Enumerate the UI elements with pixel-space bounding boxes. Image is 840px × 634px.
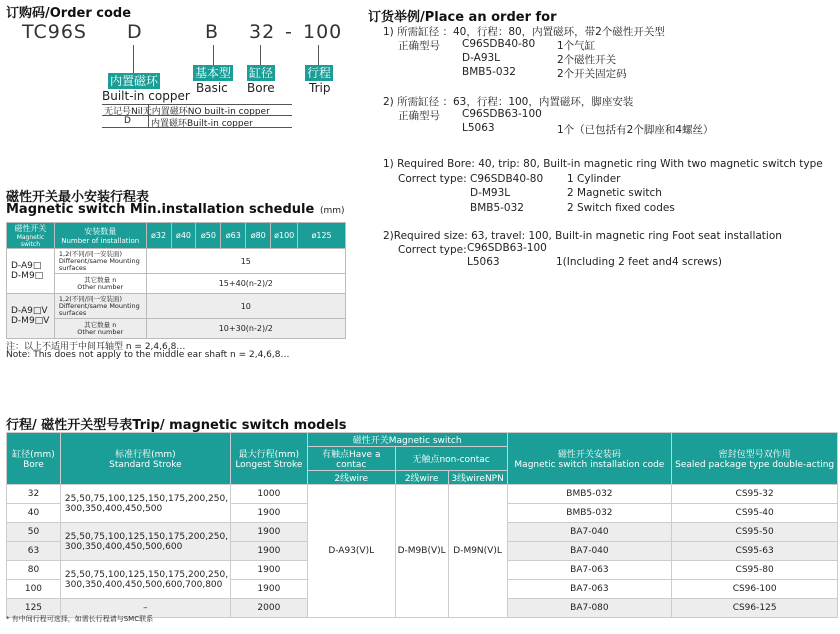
trip-max: 1000: [230, 485, 307, 504]
trip-h-3wire: 3线wireNPN: [448, 471, 507, 485]
trip-seal: CS96-100: [672, 580, 838, 599]
min-g2-switch: D-A9□V D-M9□V: [7, 294, 55, 339]
cn2-label: 正确型号: [398, 110, 440, 122]
trip-seal: CS95-32: [672, 485, 838, 504]
cn1-line: 1) 所需缸径 ：40，行程：80，内置磁环，带2个磁性开关型: [383, 26, 665, 38]
trip-install: BA7-063: [507, 580, 672, 599]
trip-en: Trip: [309, 81, 331, 95]
trip-tag: 行程: [307, 66, 332, 80]
bore-tag: 缸径: [249, 66, 274, 80]
code-bore: 32: [249, 21, 276, 43]
code-dash: -: [285, 21, 293, 43]
trip-table-title: 行程/ 磁性开关型号表Trip/ magnetic switch models: [6, 418, 347, 433]
cn1-model1: C96SDB40-80: [462, 38, 536, 50]
trip-seal: CS95-40: [672, 504, 838, 523]
option-d-desc: 内置磁环Built-in copper: [151, 119, 253, 129]
min-note-en: Note: This does not apply to the middle ear shaft n = 2,4,6,8…: [6, 350, 290, 360]
trip-bore: 125: [7, 599, 61, 618]
trip-seal: CS95-80: [672, 561, 838, 580]
en1-desc3: 2 Switch fixed codes: [567, 202, 675, 214]
min-g1-r2-value: 15+40(n-2)/2: [146, 274, 345, 294]
leader-line: [133, 45, 134, 73]
cn1-model2: D-A93L: [462, 52, 501, 64]
en1-model3: BMB5-032: [470, 202, 524, 214]
en2-model1: C96SDB63-100: [467, 242, 547, 254]
trip-install: BA7-080: [507, 599, 672, 618]
trip-bore: 32: [7, 485, 61, 504]
trip-max: 1900: [230, 580, 307, 599]
min-h-count: 安装数量 Number of installation: [54, 223, 146, 249]
min-h-switch: 磁性开关 Magnetic switch: [7, 223, 55, 249]
min-g1-r1-label: 1,2(不同/同一安装面) Different/same Mounting surfaces: [54, 249, 146, 274]
min-g2-r2-value: 10+30(n-2)/2: [146, 319, 345, 339]
trip-max: 1900: [230, 523, 307, 542]
min-h-bore: ø63: [221, 223, 246, 249]
cn2-line: 2) 所需缸径 ：63，行程：100，内置磁环，脚座安装: [383, 96, 634, 108]
cn2-model1: C96SDB63-100: [462, 108, 542, 120]
code-series: TC96S: [22, 21, 87, 43]
trip-h-contact: 有触点Have a contac: [307, 447, 395, 471]
trip-std: –: [60, 599, 230, 618]
trip-max: 1900: [230, 561, 307, 580]
option-divider: [102, 127, 292, 128]
min-h-bore: ø40: [171, 223, 196, 249]
trip-switch-c: D-M9N(V)L: [448, 485, 507, 618]
trip-std: 25,50,75,100,125,150,175,200,250, 300,350,400,450,500,600: [60, 523, 230, 561]
cn1-desc2: 2个磁性开关: [557, 54, 617, 66]
min-g1-r2-label: 其它数量 n Other number: [54, 274, 146, 294]
trip-h-bore: 缸径(mm) Bore: [7, 433, 61, 485]
trip-install: BA7-040: [507, 523, 672, 542]
min-row: [7, 274, 346, 294]
en1-line: 1) Required Bore: 40, trip: 80, Built-in magnetic ring With two magnetic switch type: [383, 158, 823, 170]
trip-h-std: 标准行程(mm) Standard Stroke: [60, 433, 230, 485]
en2-line: 2)Required size: 63, travel: 100, Built-in magnetic ring Foot seat installation: [383, 230, 782, 242]
option-nil: 无记号Nil无内置磁环NO built-in copper: [104, 107, 270, 117]
trip-switch-b: D-M9B(V)L: [395, 485, 448, 618]
code-builtin: D: [127, 21, 143, 43]
trip-table: [6, 432, 838, 618]
trip-seal: CS95-50: [672, 523, 838, 542]
min-row: [7, 319, 346, 339]
cn1-desc3: 2个开关固定码: [557, 68, 627, 80]
trip-install: BA7-040: [507, 542, 672, 561]
trip-h-noncontact: 无触点non-contac: [395, 447, 507, 471]
min-h-bore: ø32: [146, 223, 171, 249]
min-h-bore: ø125: [298, 223, 346, 249]
min-g1-switch: D-A9□ D-M9□: [7, 249, 55, 294]
trip-install: BA7-063: [507, 561, 672, 580]
en1-model2: D-M93L: [470, 187, 511, 199]
min-row: [7, 294, 346, 319]
leader-line: [260, 45, 261, 65]
min-h-bore: ø80: [246, 223, 271, 249]
trip-bore: 100: [7, 580, 61, 599]
trip-h-max: 最大行程(mm) Longest Stroke: [230, 433, 307, 485]
min-g1-r1-value: 15: [146, 249, 345, 274]
min-h-bore: ø100: [271, 223, 298, 249]
min-schedule-unit: (mm): [320, 206, 345, 216]
bore-en: Bore: [247, 81, 275, 95]
min-g2-r2-label: 其它数量 n Other number: [54, 319, 146, 339]
trip-max: 1900: [230, 542, 307, 561]
trip-seal: CS95-63: [672, 542, 838, 561]
trip-h-switch: 磁性开关Magnetic switch: [307, 433, 507, 447]
trip-install: BMB5-032: [507, 504, 672, 523]
trip-max: 1900: [230, 504, 307, 523]
code-type: B: [205, 21, 220, 43]
min-note-cn: 注：以上不适用于中间耳轴型 n = 2,4,6,8…: [6, 342, 186, 352]
trip-h-2wire: 2线wire: [307, 471, 395, 485]
type-en: Basic: [196, 81, 228, 95]
trip-h-seal: 密封包型号双作用 Sealed package type double-acting: [672, 433, 838, 485]
order-code-title: 订购码/Order code: [6, 6, 132, 21]
en1-model1: C96SDB40-80: [470, 173, 544, 185]
min-h-bore: ø50: [196, 223, 221, 249]
trip-install: BMB5-032: [507, 485, 672, 504]
cn1-label: 正确型号: [398, 40, 440, 52]
code-trip: 100: [303, 21, 343, 43]
trip-h-2wire: 2线wire: [395, 471, 448, 485]
order-example-title: 订货举例/Place an order for: [368, 10, 557, 25]
min-schedule-title-en: Magnetic switch Min.installation schedule: [6, 202, 315, 217]
min-g2-r1-value: 10: [146, 294, 345, 319]
option-d-code: D: [124, 116, 131, 126]
cn2-desc2: 1个（已包括有2个脚座和4螺丝）: [557, 124, 714, 136]
trip-std: 25,50,75,100,125,150,175,200,250, 300,350,400,450,500,600,700,800: [60, 561, 230, 599]
trip-bore: 40: [7, 504, 61, 523]
cn1-model3: BMB5-032: [462, 66, 516, 78]
min-g2-r1-label: 1,2(不同/同一安装面) Different/same Mounting surfaces: [54, 294, 146, 319]
en2-label: Correct type:: [398, 244, 467, 256]
builtin-en: Built-in copper: [102, 89, 190, 103]
en2-desc2: 1(Including 2 feet and4 screws): [556, 256, 722, 268]
trip-bore: 63: [7, 542, 61, 561]
min-schedule-title-cn: 磁性开关最小安装行程表: [6, 190, 150, 205]
trip-switch-a: D-A93(V)L: [307, 485, 395, 618]
trip-max: 2000: [230, 599, 307, 618]
cn2-model2: L5063: [462, 122, 495, 134]
min-header-row: [7, 223, 346, 249]
trip-bore: 80: [7, 561, 61, 580]
option-divider: [148, 104, 149, 127]
trip-seal: CS96-125: [672, 599, 838, 618]
trip-h-install: 磁性开关安装码 Magnetic switch installation code: [507, 433, 672, 485]
en1-desc1: 1 Cylinder: [567, 173, 621, 185]
trip-header-row: [7, 433, 838, 447]
min-schedule-table: [6, 222, 346, 339]
trip-bore: 50: [7, 523, 61, 542]
min-row: [7, 249, 346, 274]
leader-line: [213, 45, 214, 65]
en1-desc2: 2 Magnetic switch: [567, 187, 662, 199]
trip-std: 25,50,75,100,125,150,175,200,250, 300,350,400,450,500: [60, 485, 230, 523]
type-tag: 基本型: [195, 66, 232, 80]
en1-label: Correct type:: [398, 173, 467, 185]
leader-line: [318, 45, 319, 65]
trip-footnote: * 有中间行程可选择，如需长行程请与SMC联系: [6, 615, 154, 623]
cn1-desc1: 1个气缸: [557, 40, 596, 52]
trip-row: [7, 485, 838, 504]
en2-model2: L5063: [467, 256, 500, 268]
builtin-tag: 内置磁环: [110, 74, 159, 88]
